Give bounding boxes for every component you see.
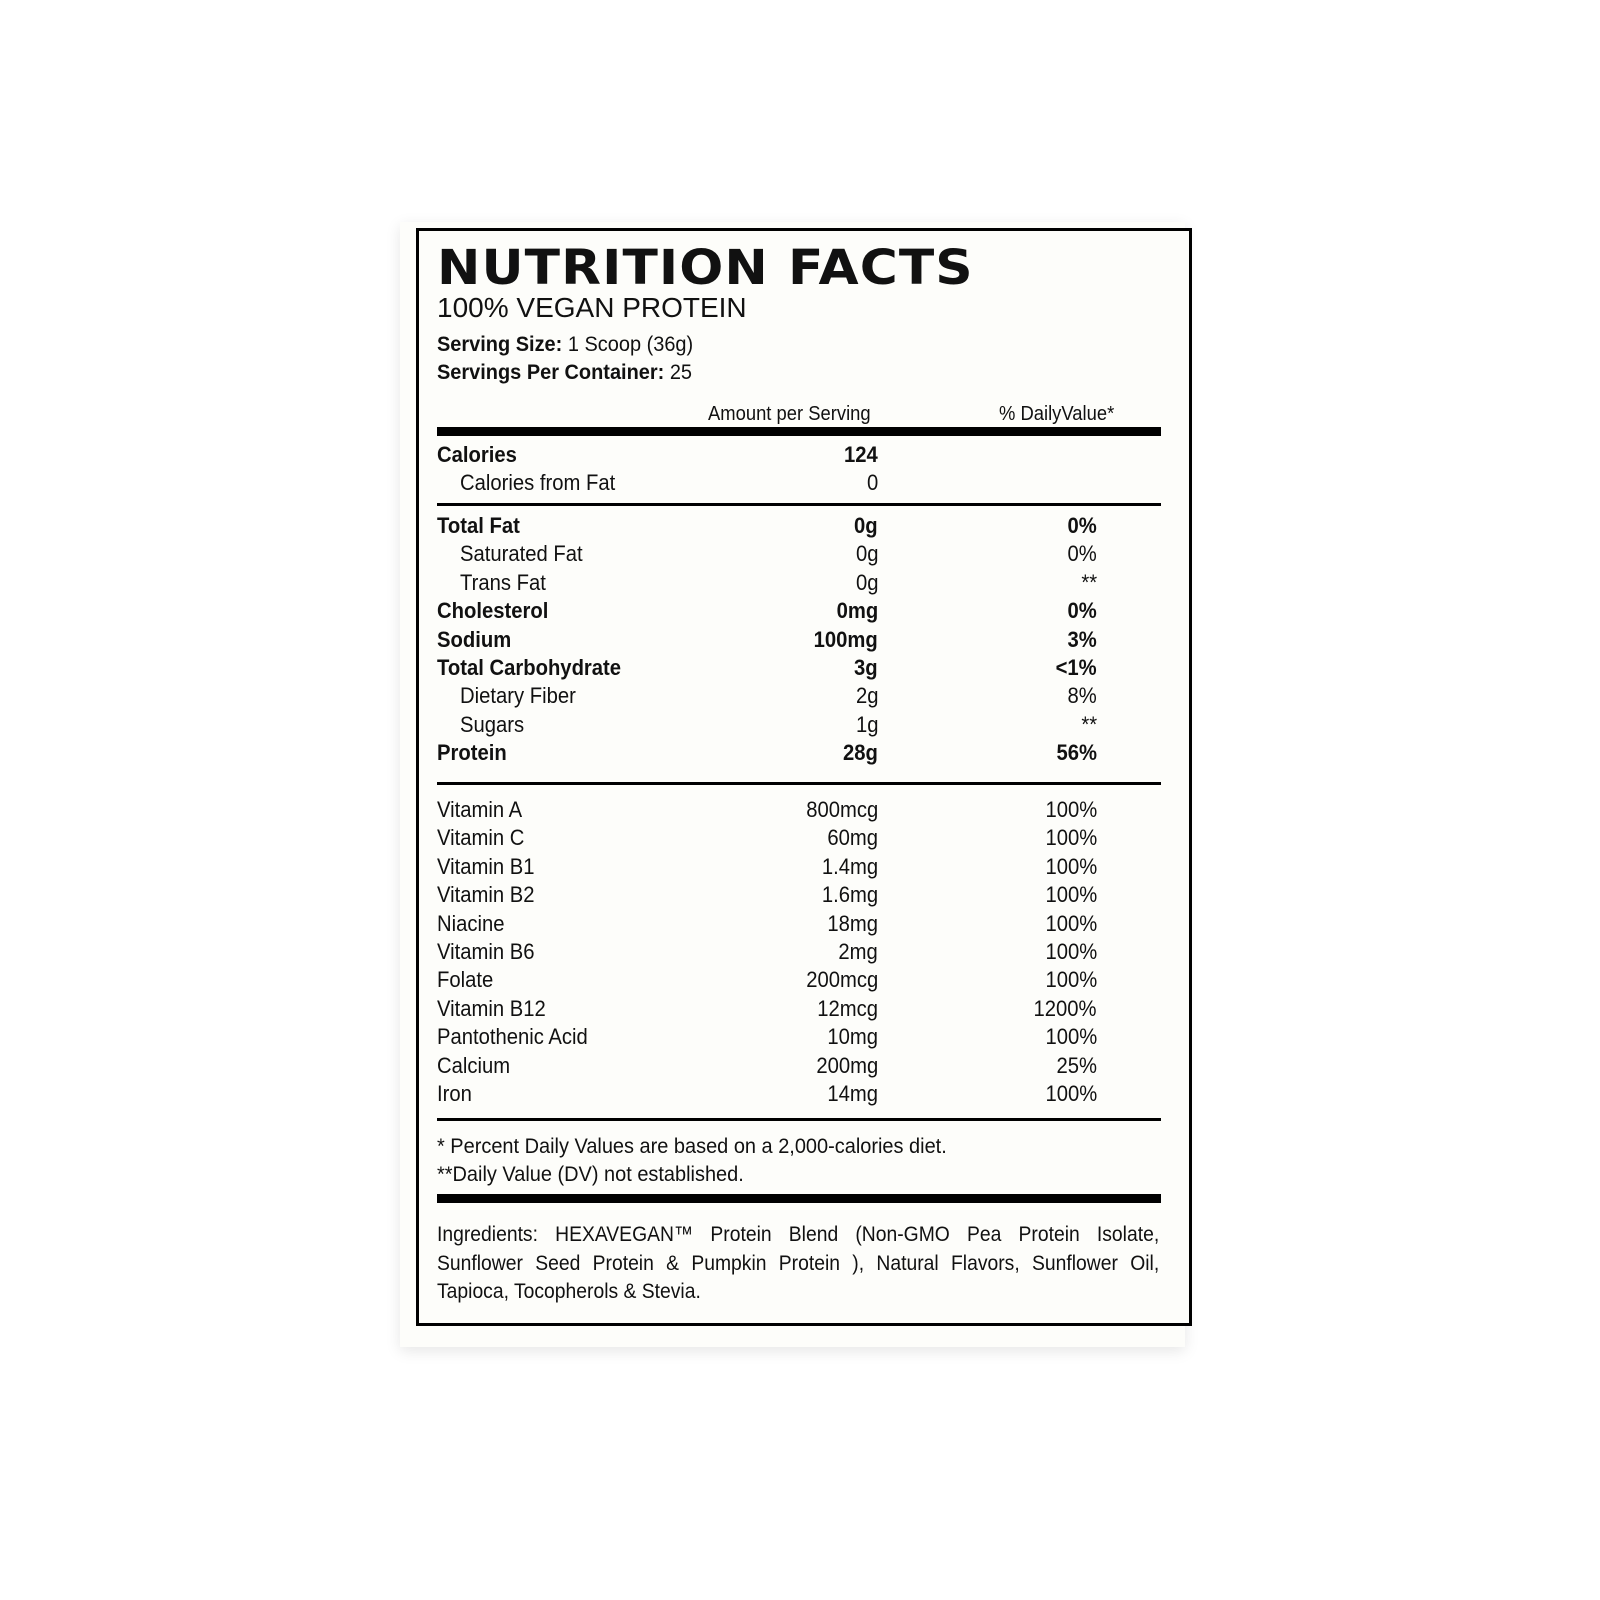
nutrient-name: Cholesterol (437, 598, 549, 624)
nutrient-amount: 3g (854, 655, 878, 680)
nutrient-amount: 200mg (816, 1052, 878, 1078)
nutrient-amount: 1.6mg (821, 882, 878, 908)
nutrient-amount: 0 (866, 470, 878, 495)
nutrient-amount: 200mcg (805, 967, 878, 993)
nutrient-daily-value: 8% (1067, 683, 1097, 709)
nutrient-amount: 800mcg (805, 797, 878, 822)
nutrient-name: Vitamin B2 (437, 882, 535, 908)
nutrient-amount: 2mg (838, 939, 878, 964)
nutrient-daily-value: 100% (1045, 939, 1097, 964)
nutrition-label-border (416, 228, 1192, 1326)
nutrient-daily-value: 100% (1045, 1081, 1097, 1106)
nutrient-amount: 2g (855, 683, 878, 709)
nutrient-name: Vitamin B1 (437, 853, 535, 879)
nutrient-amount: 10mg (827, 1024, 878, 1050)
nutrient-name: Vitamin C (437, 825, 525, 851)
serving-size-label: Serving Size: (437, 333, 563, 356)
vitamin-row (437, 910, 1097, 938)
nutrient-daily-value: 25% (1056, 1052, 1097, 1078)
divider (437, 503, 1161, 506)
nutrient-name: Dietary Fiber (460, 683, 576, 709)
nutrient-name: Calories (437, 442, 517, 467)
servings-per-container-value: 25 (669, 361, 693, 384)
nutrient-name: Total Fat (437, 513, 520, 538)
nutrient-daily-value: ** (1081, 569, 1097, 595)
vitamin-row (437, 853, 1097, 881)
nutrient-daily-value: 0% (1067, 598, 1097, 624)
nutrient-amount: 14mg (827, 1081, 878, 1106)
servings-per-container-label: Servings Per Container: (437, 361, 665, 384)
footnote-daily-values: * Percent Daily Values are based on a 2,000-calories diet. (437, 1135, 947, 1158)
nutrient-name: Iron (437, 1081, 472, 1106)
vitamin-row (437, 938, 1097, 966)
nutrient-row (437, 597, 1097, 625)
nutrient-name: Calcium (437, 1052, 511, 1078)
label-subtitle: 100% VEGAN PROTEIN (437, 292, 747, 323)
vitamin-row (437, 966, 1097, 994)
nutrient-row (437, 512, 1097, 540)
footnote-not-established: **Daily Value (DV) not established. (437, 1163, 744, 1186)
vitamin-row (437, 1023, 1097, 1051)
servings-per-container (437, 362, 692, 383)
nutrient-row (437, 654, 1097, 682)
nutrient-amount: 12mcg (817, 995, 878, 1021)
divider (437, 782, 1161, 785)
vitamin-row (437, 881, 1097, 909)
label-title: NUTRITION FACTS (437, 240, 974, 296)
nutrient-daily-value: 100% (1045, 853, 1097, 879)
nutrient-daily-value: 100% (1045, 882, 1097, 908)
vitamin-row (437, 1052, 1097, 1080)
column-header-daily-value: % DailyValue* (999, 403, 1115, 425)
calories-from-fat-row (437, 469, 1097, 497)
nutrient-daily-value: 3% (1067, 626, 1097, 652)
thick-divider (437, 1194, 1161, 1203)
serving-size (437, 334, 693, 355)
nutrient-daily-value: 1200% (1033, 995, 1097, 1021)
nutrient-name: Sodium (437, 626, 512, 652)
nutrient-daily-value: <1% (1055, 655, 1097, 680)
nutrient-daily-value: 0% (1067, 541, 1097, 567)
nutrient-amount: 0g (855, 569, 878, 595)
nutrient-name: Niacine (437, 910, 505, 936)
nutrient-name: Pantothenic Acid (437, 1024, 588, 1050)
nutrient-daily-value: 100% (1045, 967, 1097, 993)
nutrient-daily-value: 0% (1067, 513, 1097, 538)
vitamin-row (437, 1080, 1097, 1108)
nutrient-name: Folate (437, 967, 494, 993)
column-header-amount: Amount per Serving (708, 403, 871, 425)
calories-row (437, 441, 1097, 469)
nutrient-daily-value: 56% (1056, 740, 1097, 766)
nutrient-amount: 0g (854, 513, 878, 538)
nutrient-daily-value: 100% (1045, 910, 1097, 936)
nutrient-amount: 100mg (813, 626, 878, 652)
vitamin-row (437, 824, 1097, 852)
ingredients-text: Ingredients: HEXAVEGAN™ Protein Blend (Non-GMO Pea Protein Isolate, Sunflower Seed Protein & Pumpkin Protein ), Natural Flavors, Sunflower Oil, Tapioca, Tocopherols & Stevia. (437, 1223, 1160, 1303)
nutrient-amount: 18mg (827, 910, 878, 936)
nutrient-amount: 1.4mg (821, 853, 878, 879)
nutrient-amount: 0mg (836, 598, 878, 624)
nutrient-row (437, 569, 1097, 597)
nutrient-name: Calories from Fat (460, 470, 616, 495)
nutrient-name: Trans Fat (460, 569, 546, 595)
nutrient-name: Sugars (460, 711, 525, 737)
nutrient-amount: 0g (855, 541, 878, 567)
nutrient-name: Total Carbohydrate (437, 655, 622, 680)
nutrient-row (437, 626, 1097, 654)
nutrient-row (437, 711, 1097, 739)
nutrient-amount: 1g (855, 711, 878, 737)
nutrient-name: Vitamin B12 (437, 995, 546, 1021)
divider (437, 1118, 1161, 1121)
vitamin-row (437, 796, 1097, 824)
nutrient-name: Saturated Fat (460, 541, 583, 567)
nutrient-amount: 28g (843, 740, 878, 766)
nutrient-daily-value: 100% (1045, 1024, 1097, 1050)
nutrient-daily-value: 100% (1045, 825, 1097, 851)
vitamin-row (437, 995, 1097, 1023)
nutrient-amount: 124 (844, 442, 878, 467)
nutrient-amount: 60mg (827, 825, 878, 851)
nutrient-row (437, 682, 1097, 710)
thick-divider (437, 427, 1161, 436)
nutrient-row (437, 739, 1097, 767)
nutrient-row (437, 540, 1097, 568)
nutrient-name: Vitamin B6 (437, 939, 535, 964)
nutrient-daily-value: 100% (1045, 797, 1097, 822)
nutrient-daily-value: ** (1081, 711, 1097, 737)
serving-size-value: 1 Scoop (36g) (567, 333, 694, 356)
nutrient-name: Vitamin A (437, 797, 523, 822)
nutrient-name: Protein (437, 740, 507, 766)
